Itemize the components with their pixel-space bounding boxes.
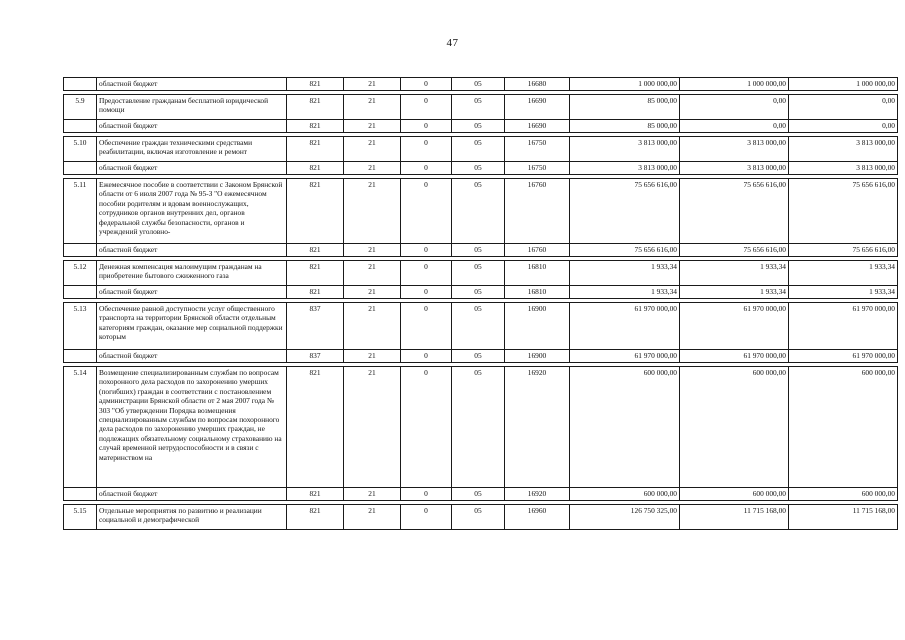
row-name: областной бюджет bbox=[97, 162, 287, 175]
code-5: 16900 bbox=[505, 303, 570, 350]
table-row-item bbox=[64, 261, 898, 286]
code-5: 16960 bbox=[505, 505, 570, 530]
code-4: 05 bbox=[452, 286, 505, 299]
amount-year-3: 600 000,00 bbox=[789, 488, 898, 501]
code-5: 16920 bbox=[505, 488, 570, 501]
amount-year-3: 3 813 000,00 bbox=[789, 162, 898, 175]
code-5: 16810 bbox=[505, 261, 570, 286]
code-4: 05 bbox=[452, 350, 505, 363]
table-row-subtotal bbox=[64, 244, 898, 257]
table-row-subtotal bbox=[64, 162, 898, 175]
code-2: 21 bbox=[344, 505, 401, 530]
code-2: 21 bbox=[344, 95, 401, 120]
table-row-item bbox=[64, 367, 898, 488]
amount-year-2: 600 000,00 bbox=[680, 367, 789, 488]
code-2: 21 bbox=[344, 303, 401, 350]
code-3: 0 bbox=[401, 120, 452, 133]
row-number bbox=[64, 286, 97, 299]
code-1: 821 bbox=[287, 505, 344, 530]
code-3: 0 bbox=[401, 367, 452, 488]
amount-year-2: 600 000,00 bbox=[680, 488, 789, 501]
amount-year-3: 11 715 168,00 bbox=[789, 505, 898, 530]
table-row-item bbox=[64, 179, 898, 244]
code-5: 16920 bbox=[505, 367, 570, 488]
code-4: 05 bbox=[452, 137, 505, 162]
code-1: 821 bbox=[287, 244, 344, 257]
row-number: 5.15 bbox=[64, 505, 97, 530]
code-1: 821 bbox=[287, 488, 344, 501]
table-row-item bbox=[64, 95, 898, 120]
row-number: 5.11 bbox=[64, 179, 97, 244]
table-row-subtotal bbox=[64, 286, 898, 299]
amount-year-3: 1 933,34 bbox=[789, 286, 898, 299]
code-2: 21 bbox=[344, 350, 401, 363]
page-number: 47 bbox=[446, 37, 459, 49]
code-2: 21 bbox=[344, 244, 401, 257]
row-name: Предоставление гражданам бесплатной юридической помощи bbox=[97, 95, 287, 120]
code-3: 0 bbox=[401, 350, 452, 363]
code-4: 05 bbox=[452, 488, 505, 501]
amount-year-3: 75 656 616,00 bbox=[789, 244, 898, 257]
row-number: 5.10 bbox=[64, 137, 97, 162]
code-4: 05 bbox=[452, 244, 505, 257]
code-1: 821 bbox=[287, 179, 344, 244]
budget-table-body bbox=[64, 78, 898, 530]
amount-year-1: 1 000 000,00 bbox=[570, 78, 680, 91]
code-4: 05 bbox=[452, 162, 505, 175]
row-name: областной бюджет bbox=[97, 488, 287, 501]
code-5: 16900 bbox=[505, 350, 570, 363]
code-3: 0 bbox=[401, 244, 452, 257]
code-2: 21 bbox=[344, 137, 401, 162]
code-3: 0 bbox=[401, 488, 452, 501]
row-name: областной бюджет bbox=[97, 78, 287, 91]
code-3: 0 bbox=[401, 179, 452, 244]
code-1: 837 bbox=[287, 303, 344, 350]
code-3: 0 bbox=[401, 95, 452, 120]
row-number bbox=[64, 162, 97, 175]
amount-year-2: 75 656 616,00 bbox=[680, 244, 789, 257]
row-number bbox=[64, 244, 97, 257]
amount-year-3: 0,00 bbox=[789, 95, 898, 120]
row-name: областной бюджет bbox=[97, 244, 287, 257]
row-name: Ежемесячное пособие в соответствии с Законом Брянской области от 6 июля 2007 года № 95-З "О ежемесячном пособии родителям и вдовам военнослужащих, сотрудников органов внутренних дел, органов федеральной службы безопасности, органов и учреждений уголовно- bbox=[97, 179, 287, 244]
code-3: 0 bbox=[401, 505, 452, 530]
row-number: 5.12 bbox=[64, 261, 97, 286]
code-4: 05 bbox=[452, 303, 505, 350]
amount-year-1: 3 813 000,00 bbox=[570, 137, 680, 162]
row-name: Обеспечение граждан техническими средствами реабилитации, включая изготовление и ремонт bbox=[97, 137, 287, 162]
table-row-item bbox=[64, 505, 898, 530]
code-2: 21 bbox=[344, 261, 401, 286]
table-row-subtotal bbox=[64, 78, 898, 91]
table-row-item bbox=[64, 303, 898, 350]
row-name: областной бюджет bbox=[97, 350, 287, 363]
row-number: 5.13 bbox=[64, 303, 97, 350]
code-2: 21 bbox=[344, 488, 401, 501]
amount-year-2: 0,00 bbox=[680, 120, 789, 133]
code-4: 05 bbox=[452, 95, 505, 120]
amount-year-2: 11 715 168,00 bbox=[680, 505, 789, 530]
amount-year-1: 3 813 000,00 bbox=[570, 162, 680, 175]
code-1: 821 bbox=[287, 137, 344, 162]
amount-year-3: 3 813 000,00 bbox=[789, 137, 898, 162]
code-5: 16760 bbox=[505, 179, 570, 244]
amount-year-1: 1 933,34 bbox=[570, 286, 680, 299]
code-3: 0 bbox=[401, 261, 452, 286]
amount-year-2: 1 000 000,00 bbox=[680, 78, 789, 91]
code-2: 21 bbox=[344, 286, 401, 299]
code-3: 0 bbox=[401, 286, 452, 299]
code-4: 05 bbox=[452, 179, 505, 244]
code-2: 21 bbox=[344, 162, 401, 175]
row-name: областной бюджет bbox=[97, 286, 287, 299]
amount-year-3: 600 000,00 bbox=[789, 367, 898, 488]
amount-year-3: 75 656 616,00 bbox=[789, 179, 898, 244]
code-4: 05 bbox=[452, 120, 505, 133]
code-3: 0 bbox=[401, 137, 452, 162]
code-5: 16810 bbox=[505, 286, 570, 299]
code-2: 21 bbox=[344, 78, 401, 91]
row-name: Обеспечение равной доступности услуг общественного транспорта на территории Брянской области отдельным категориям граждан, оказание мер социальной поддержки которым bbox=[97, 303, 287, 350]
code-5: 16690 bbox=[505, 120, 570, 133]
amount-year-1: 61 970 000,00 bbox=[570, 303, 680, 350]
code-3: 0 bbox=[401, 78, 452, 91]
code-5: 16760 bbox=[505, 244, 570, 257]
budget-table bbox=[63, 77, 898, 530]
amount-year-3: 1 000 000,00 bbox=[789, 78, 898, 91]
code-1: 821 bbox=[287, 120, 344, 133]
row-name: областной бюджет bbox=[97, 120, 287, 133]
amount-year-3: 1 933,34 bbox=[789, 261, 898, 286]
code-4: 05 bbox=[452, 367, 505, 488]
amount-year-1: 1 933,34 bbox=[570, 261, 680, 286]
code-2: 21 bbox=[344, 179, 401, 244]
row-number bbox=[64, 488, 97, 501]
row-number bbox=[64, 350, 97, 363]
code-1: 821 bbox=[287, 367, 344, 488]
code-1: 821 bbox=[287, 261, 344, 286]
amount-year-1: 75 656 616,00 bbox=[570, 179, 680, 244]
amount-year-2: 3 813 000,00 bbox=[680, 137, 789, 162]
amount-year-2: 1 933,34 bbox=[680, 286, 789, 299]
amount-year-1: 85 000,00 bbox=[570, 120, 680, 133]
amount-year-2: 1 933,34 bbox=[680, 261, 789, 286]
code-1: 821 bbox=[287, 162, 344, 175]
row-number: 5.14 bbox=[64, 367, 97, 488]
code-2: 21 bbox=[344, 367, 401, 488]
row-name: Возмещение специализированным службам по вопросам похоронного дела расходов по захоронению умерших (погибших) граждан в соответствии с постановлением администрации Брянской области от 2 мая 2007 года № 303 "Об утверждении Порядка возмещения специализированным службам по вопросам похоронного дела расходов по захоронению умерших граждан, не подлежащих обязательному социальному страхованию на случай временной нетрудоспособности и в связи с материнством на bbox=[97, 367, 287, 488]
row-number bbox=[64, 78, 97, 91]
code-2: 21 bbox=[344, 120, 401, 133]
row-name: Денежная компенсация малоимущим гражданам на приобретение бытового сжиженного газа bbox=[97, 261, 287, 286]
code-3: 0 bbox=[401, 303, 452, 350]
amount-year-2: 75 656 616,00 bbox=[680, 179, 789, 244]
row-number bbox=[64, 120, 97, 133]
code-5: 16690 bbox=[505, 95, 570, 120]
amount-year-2: 61 970 000,00 bbox=[680, 303, 789, 350]
amount-year-3: 61 970 000,00 bbox=[789, 303, 898, 350]
code-5: 16680 bbox=[505, 78, 570, 91]
amount-year-3: 0,00 bbox=[789, 120, 898, 133]
amount-year-1: 126 750 325,00 bbox=[570, 505, 680, 530]
table-row-subtotal bbox=[64, 350, 898, 363]
amount-year-1: 61 970 000,00 bbox=[570, 350, 680, 363]
amount-year-1: 600 000,00 bbox=[570, 367, 680, 488]
code-1: 821 bbox=[287, 78, 344, 91]
amount-year-3: 61 970 000,00 bbox=[789, 350, 898, 363]
amount-year-2: 61 970 000,00 bbox=[680, 350, 789, 363]
amount-year-1: 600 000,00 bbox=[570, 488, 680, 501]
table-row-subtotal bbox=[64, 120, 898, 133]
row-name: Отдельные мероприятия по развитию и реализации социальной и демографической bbox=[97, 505, 287, 530]
code-4: 05 bbox=[452, 78, 505, 91]
code-4: 05 bbox=[452, 261, 505, 286]
row-number: 5.9 bbox=[64, 95, 97, 120]
amount-year-1: 75 656 616,00 bbox=[570, 244, 680, 257]
amount-year-2: 0,00 bbox=[680, 95, 789, 120]
code-3: 0 bbox=[401, 162, 452, 175]
code-5: 16750 bbox=[505, 137, 570, 162]
code-4: 05 bbox=[452, 505, 505, 530]
code-1: 821 bbox=[287, 286, 344, 299]
code-1: 837 bbox=[287, 350, 344, 363]
table-row-subtotal bbox=[64, 488, 898, 501]
code-1: 821 bbox=[287, 95, 344, 120]
amount-year-2: 3 813 000,00 bbox=[680, 162, 789, 175]
code-5: 16750 bbox=[505, 162, 570, 175]
table-row-item bbox=[64, 137, 898, 162]
amount-year-1: 85 000,00 bbox=[570, 95, 680, 120]
